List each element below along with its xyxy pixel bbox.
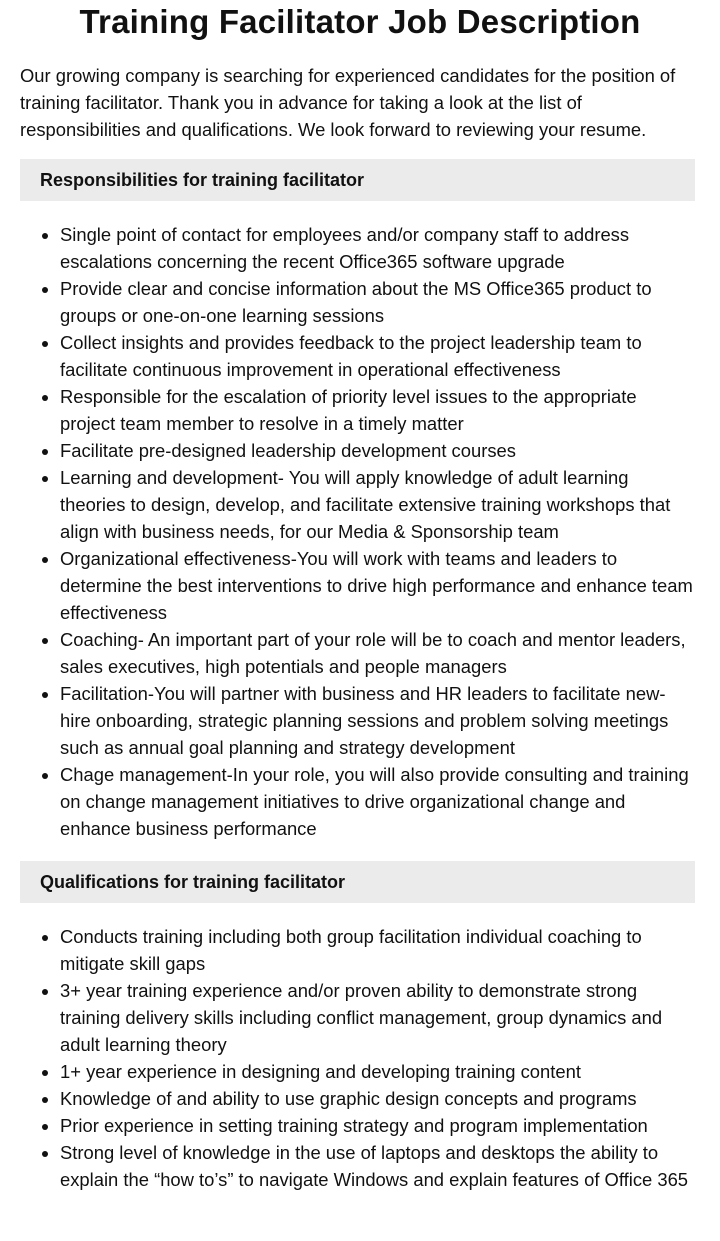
intro-paragraph: Our growing company is searching for experienced candidates for the position of training facilitator. Thank you in advance for taking a look at the list of responsibilities and qualifications. We look forward to reviewing your resume. xyxy=(20,65,676,140)
list-item: • Responsible for the escalation of priority level issues to the appropriate project team member to resolve in a timely matter xyxy=(60,383,695,437)
page-title: Training Facilitator Job Description xyxy=(79,3,641,40)
qualifications-heading: Qualifications for training facilitator xyxy=(20,861,695,903)
list-item: • Facilitate pre-designed leadership development courses xyxy=(60,437,695,464)
responsibilities-heading: Responsibilities for training facilitator xyxy=(20,159,695,201)
responsibilities-list xyxy=(20,221,695,842)
list-item: • Chage management-In your role, you will also provide consulting and training on change management initiatives to drive organizational change and enhance business performance xyxy=(60,761,695,842)
list-item: • Learning and development- You will apply knowledge of adult learning theories to design, develop, and facilitate extensive training workshops that align with business needs, for our Media & Sponsorship team xyxy=(60,464,695,545)
list-item: • Coaching- An important part of your role will be to coach and mentor leaders, sales executives, high potentials and people managers xyxy=(60,626,695,680)
list-item: • Organizational effectiveness-You will work with teams and leaders to determine the best interventions to drive high performance and enhance team effectiveness xyxy=(60,545,695,626)
list-item: • Single point of contact for employees and/or company staff to address escalations concerning the recent Office365 software upgrade xyxy=(60,221,695,275)
list-item: • Knowledge of and ability to use graphic design concepts and programs xyxy=(60,1085,695,1112)
qualifications-list xyxy=(20,923,695,1193)
list-item: • 1+ year experience in designing and developing training content xyxy=(60,1058,695,1085)
list-item: • Strong level of knowledge in the use of laptops and desktops the ability to explain the “how to’s” to navigate Windows and explain features of Office 365 xyxy=(60,1139,695,1193)
list-item: • Conducts training including both group facilitation individual coaching to mitigate skill gaps xyxy=(60,923,695,977)
list-item: • Collect insights and provides feedback to the project leadership team to facilitate continuous improvement in operational effectiveness xyxy=(60,329,695,383)
list-item: • Prior experience in setting training strategy and program implementation xyxy=(60,1112,695,1139)
list-item: • Facilitation-You will partner with business and HR leaders to facilitate new-hire onboarding, strategic planning sessions and problem solving meetings such as annual goal planning and strategy development xyxy=(60,680,695,761)
list-item: • 3+ year training experience and/or proven ability to demonstrate strong training delivery skills including conflict management, group dynamics and adult learning theory xyxy=(60,977,695,1058)
list-item: • Provide clear and concise information about the MS Office365 product to groups or one-on-one learning sessions xyxy=(60,275,695,329)
